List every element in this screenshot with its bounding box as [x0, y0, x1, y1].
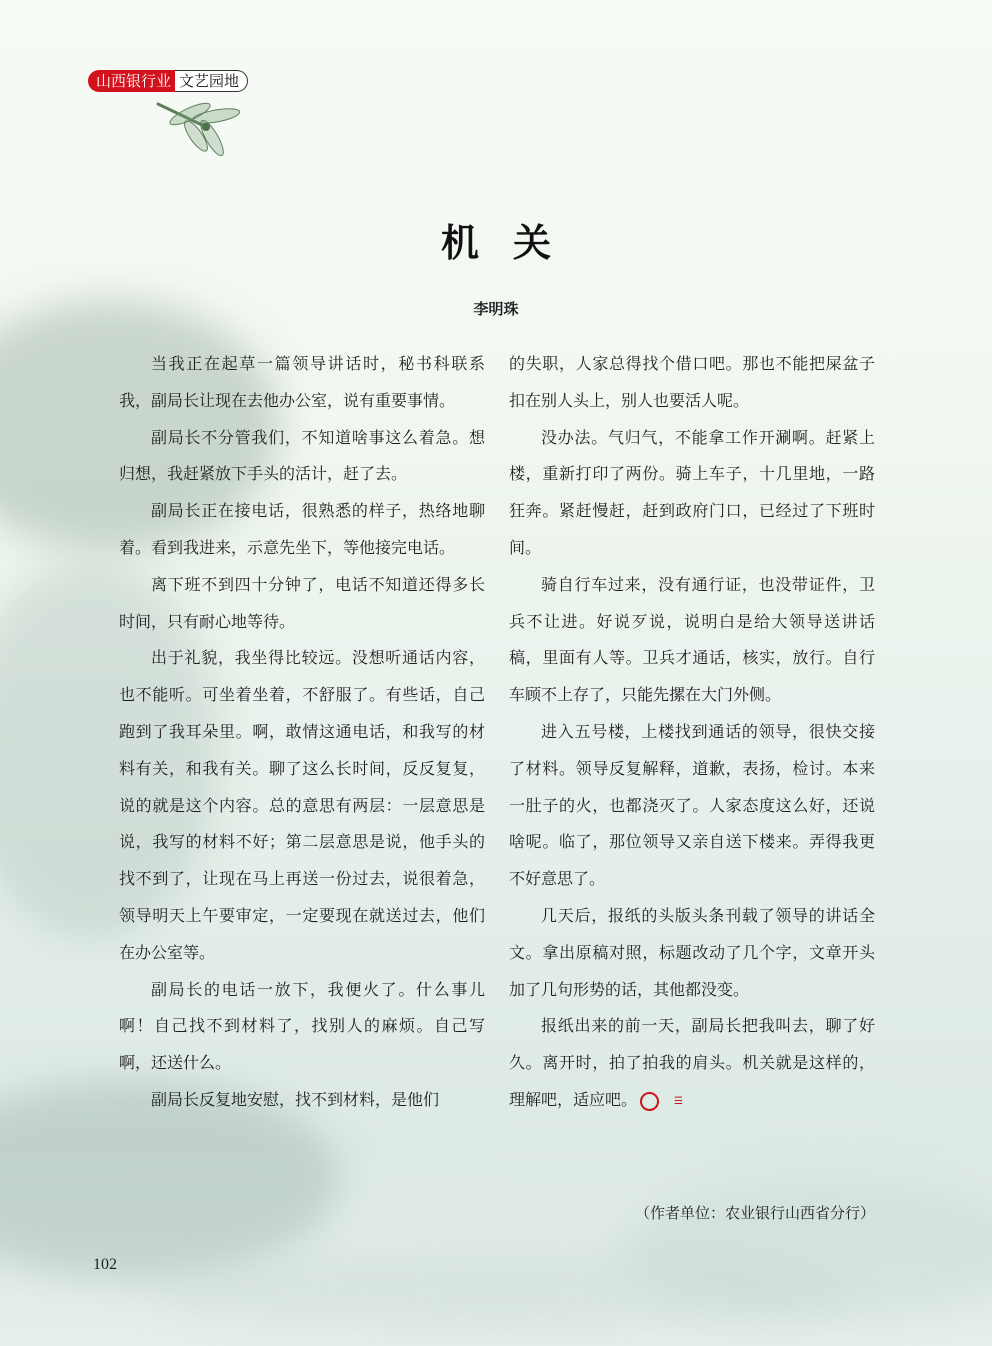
dragonfly-icon [150, 96, 246, 158]
section-header [88, 70, 248, 92]
page-number: 102 [93, 1256, 117, 1273]
paragraph-text: 副局长不分管我们，不知道啥事这么着急。想归想，我赶紧放下手头的活计，赶了去。 [119, 427, 485, 484]
paragraph [509, 1008, 875, 1118]
paragraph [119, 567, 485, 641]
mist-water [150, 1250, 850, 1330]
paragraph-text: 副局长的电话一放下，我便火了。什么事儿啊！自己找不到材料了，找别人的麻烦。自己写啊，还送什么。 [119, 979, 485, 1073]
paragraph [509, 714, 875, 898]
article-author: 李明珠 [473, 300, 519, 318]
paragraph [119, 493, 485, 567]
paragraph [509, 898, 875, 1008]
article-title: 机关 [440, 220, 585, 265]
body-column-right [509, 346, 875, 1119]
paragraph-text: 骑自行车过来，没有通行证，也没带证件，卫兵不让进。好说歹说，说明白是给大领导送讲话稿，里面有人等。卫兵才通话，核实，放行。自行车顾不上存了，只能先摞在大门外侧。 [509, 574, 875, 705]
author-affiliation: （作者单位：农业银行山西省分行） [634, 1204, 875, 1222]
end-mark-icon: ☰ [640, 1092, 659, 1111]
body-column-left [119, 346, 485, 1119]
paragraph [119, 972, 485, 1082]
paragraph-text: 进入五号楼，上楼找到通话的领导，很快交接了材料。领导反复解释，道歉，表扬，检讨。本来一肚子的火，也都浇灭了。人家态度这么好，还说啥呢。临了，那位领导又亲自送下楼来。弄得我更不好意思了。 [509, 721, 875, 889]
section-name: 山西银行业 [88, 70, 175, 92]
column-name: 文艺园地 [175, 70, 248, 92]
paragraph-text: 几天后，报纸的头版头条刊载了领导的讲话全文。拿出原稿对照，标题改动了几个字，文章开头加了几句形势的话，其他都没变。 [509, 905, 875, 999]
paragraph-text: 的失职，人家总得找个借口吧。那也不能把屎盆子扣在别人头上，别人也要活人呢。 [509, 354, 875, 410]
paragraph-text: 当我正在起草一篇领导讲话时，秘书科联系我，副局长让现在去他办公室，说有重要事情。 [119, 354, 485, 410]
paragraph-text: 没办法。气归气，不能拿工作开涮啊。赶紧上楼，重新打印了两份。骑上车子，十几里地，一路狂奔。紧赶慢赶，赶到政府门口，已经过了下班时间。 [509, 427, 875, 557]
paragraph [509, 567, 875, 714]
paragraph [119, 346, 485, 420]
paragraph [119, 640, 485, 971]
paragraph-text: 副局长正在接电话，很熟悉的样子，热络地聊着。看到我进来，示意先坐下，等他接完电话。 [119, 501, 485, 557]
paragraph [509, 420, 875, 567]
paragraph-text: 报纸出来的前一天，副局长把我叫去，聊了好久。离开时，拍了拍我的肩头。机关就是这样的，理解吧，适应吧。 [509, 1016, 875, 1109]
mist-lake-right [620, 1180, 992, 1320]
paragraph [119, 1082, 485, 1119]
paragraph-text: 副局长反复地安慰，找不到材料，是他们 [151, 1089, 440, 1109]
paragraph-text: 出于礼貌，我坐得比较远。没想听通话内容，也不能听。可坐着坐着，不舒服了。有些话，自己跑到了我耳朵里。啊，敢情这通电话，和我写的材料有关，和我有关。聊了这么长时间，反反复复，说的就是这个内容。总的意思有两层：一层意思是说，我写的材料不好；第二层意思是说，他手头的找不到了，让现在马上再送一份过去，说很着急，领导明天上午要审定，一定要现在就送过去，他们在办公室等。 [119, 648, 485, 962]
paragraph [509, 346, 875, 420]
paragraph [119, 420, 485, 494]
paragraph-text: 离下班不到四十分钟了，电话不知道还得多长时间，只有耐心地等待。 [119, 574, 485, 631]
